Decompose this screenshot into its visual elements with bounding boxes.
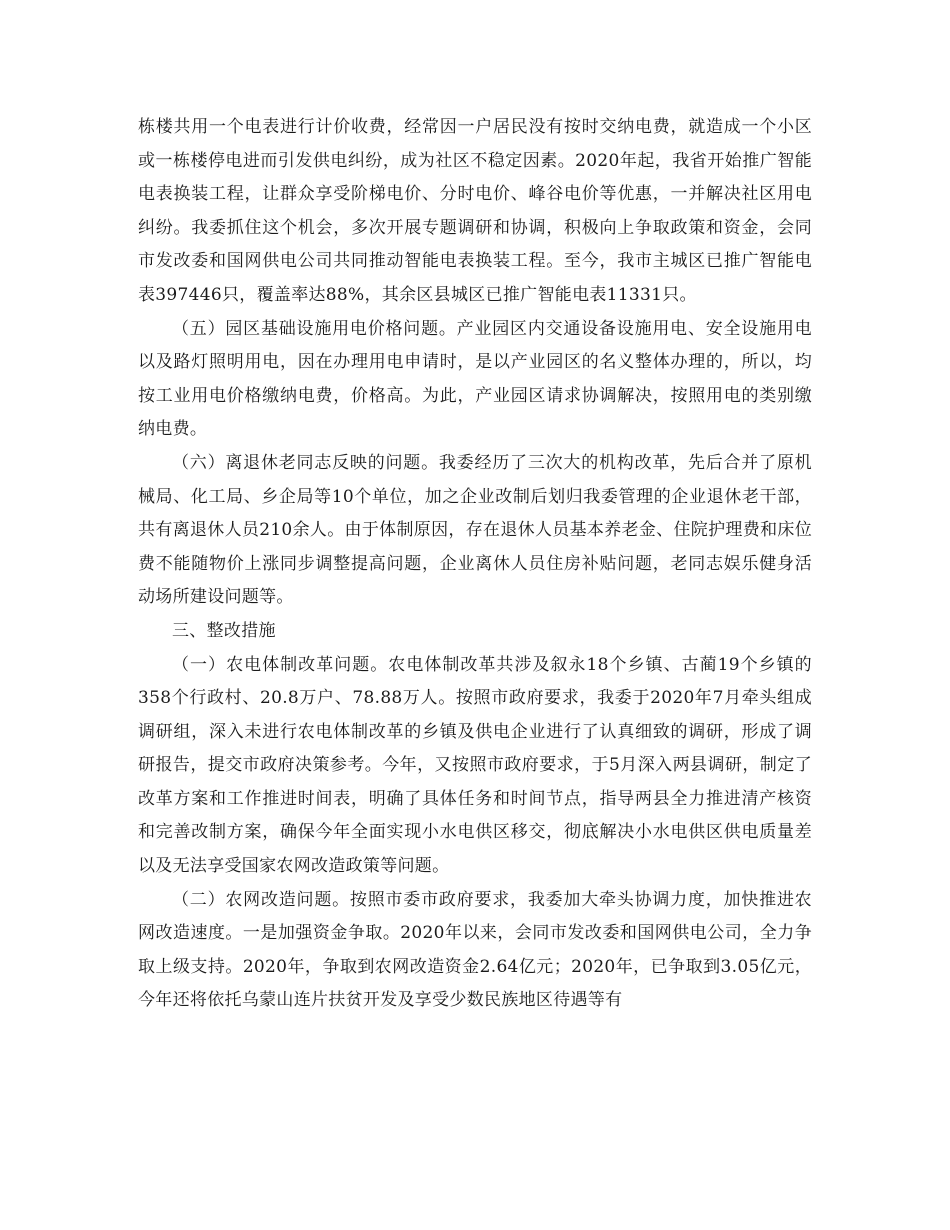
paragraph-2: （五）园区基础设施用电价格问题。产业园区内交通设备设施用电、安全设施用电以及路灯照明用电，因在办理用电申请时，是以产业园区的名义整体办理的，所以，均按工业用电价格缴纳电费，价格高。为此，产业园区请求协调解决，按照用电的类别缴纳电费。 (138, 318, 812, 440)
section-heading: 三、整改措施 (172, 620, 276, 641)
paragraph-5: （二）农网改造问题。按照市委市政府要求，我委加大牵头协调力度，加快推进农网改造速度。一是加强资金争取。2020年以来，会同市发改委和国网供电公司，全力争取上级支持。2020年，争取到农网改造资金2.64亿元；2020年，已争取到3.05亿元，今年还将依托乌蒙山连片扶贫开发及享受少数民族地区待遇等有 (138, 889, 812, 1011)
paragraph-1: 栋楼共用一个电表进行计价收费，经常因一户居民没有按时交纳电费，就造成一个小区或一栋楼停电进而引发供电纠纷，成为社区不稳定因素。2020年起，我省开始推广智能电表换装工程，让群众享受阶梯电价、分时电价、峰谷电价等优惠，一并解决社区用电纠纷。我委抓住这个机会，多次开展专题调研和协调，积极向上争取政策和资金，会同市发改委和国网供电公司共同推动智能电表换装工程。至今，我市主城区已推广智能电表397446只，覆盖率达88%，其余区县城区已推广智能电表11331只。 (138, 117, 812, 305)
document-body (138, 111, 812, 1018)
paragraph-4: （一）农电体制改革问题。农电体制改革共涉及叙永18个乡镇、古蔺19个乡镇的358个行政村、20.8万户、78.88万人。按照市政府要求，我委于2020年7月牵头组成调研组，深入未进行农电体制改革的乡镇及供电企业进行了认真细致的调研，形成了调研报告，提交市政府决策参考。今年，又按照市政府要求，于5月深入两县调研，制定了改革方案和工作推进时间表，明确了具体任务和时间节点，指导两县全力推进清产核资和完善改制方案，确保今年全面实现小水电供区移交，彻底解决小水电供区供电质量差以及无法享受国家农网改造政策等问题。 (138, 654, 812, 877)
paragraph-3: （六）离退休老同志反映的问题。我委经历了三次大的机构改革，先后合并了原机械局、化工局、乡企局等10个单位，加之企业改制后划归我委管理的企业退休老干部，共有离退休人员210余人。由于体制原因，存在退休人员基本养老金、住院护理费和床位费不能随物价上涨同步调整提高问题，企业离休人员住房补贴问题，老同志娱乐健身活动场所建设问题等。 (138, 452, 812, 608)
